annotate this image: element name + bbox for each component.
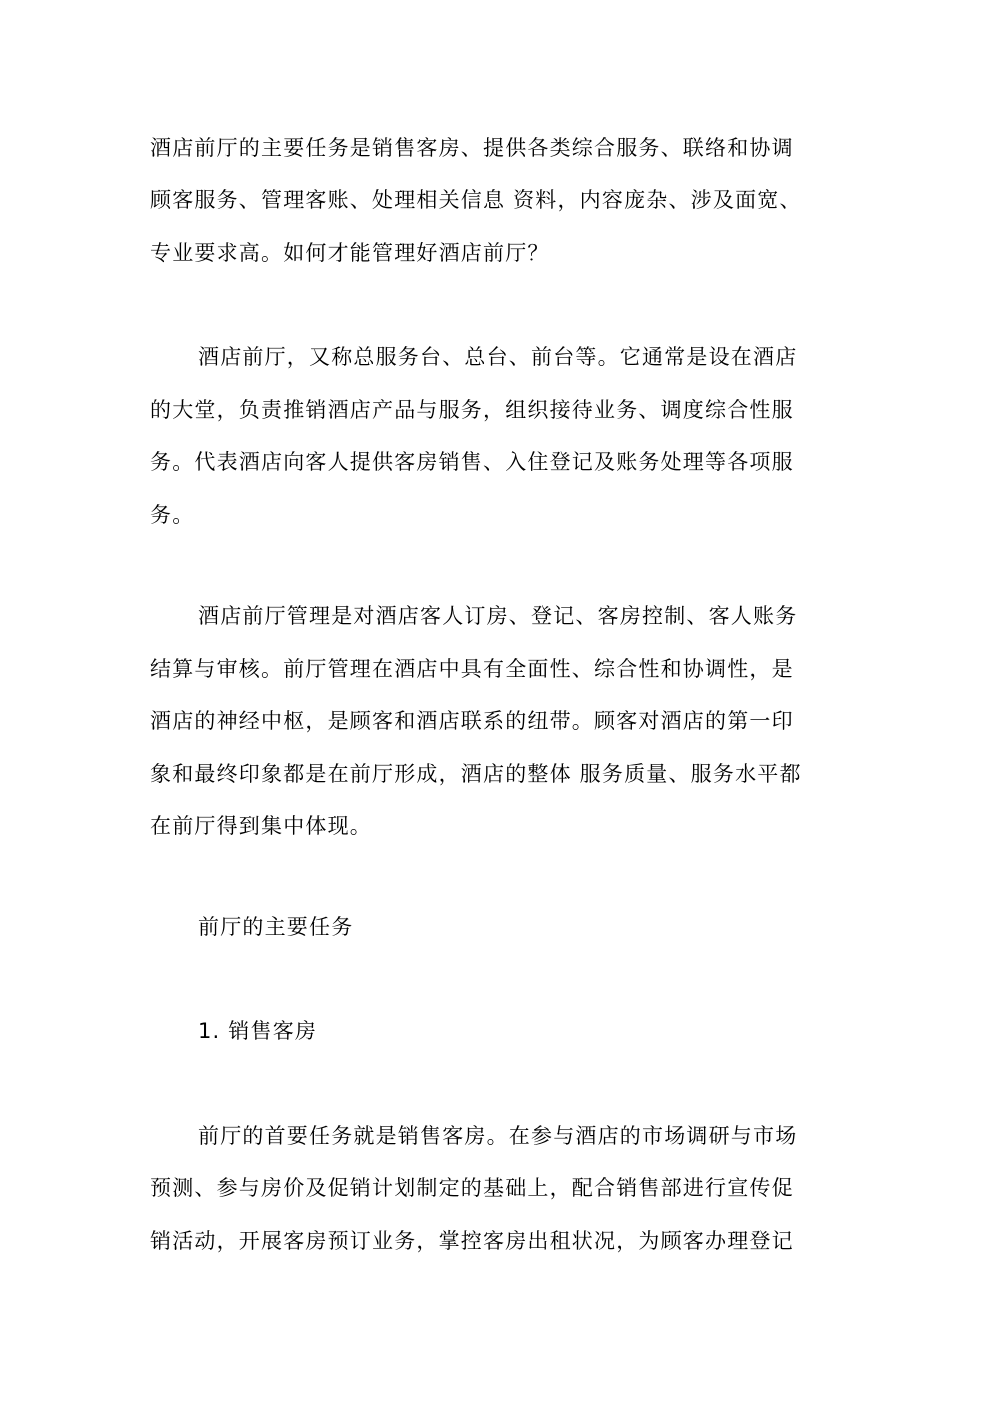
text-line: 务。 bbox=[150, 503, 195, 527]
text-line: 酒店的神经中枢，是顾客和酒店联系的纽带。顾客对酒店的第一印 bbox=[150, 709, 794, 733]
text-line: 酒店前厅，又称总服务台、总台、前台等。它通常是设在酒店 bbox=[198, 345, 798, 369]
text-line: 前厅的首要任务就是销售客房。在参与酒店的市场调研与市场 bbox=[198, 1124, 798, 1148]
list-item-heading: 1. 销售客房 bbox=[198, 1019, 318, 1043]
text-line: 专业要求高。如何才能管理好酒店前厅？ bbox=[150, 241, 550, 265]
text-line: 酒店前厅的主要任务是销售客房、提供各类综合服务、联络和协调 bbox=[150, 136, 794, 160]
text-line: 销活动，开展客房预订业务，掌控客房出租状况，为顾客办理登记 bbox=[150, 1229, 794, 1253]
text-line: 结算与审核。前厅管理在酒店中具有全面性、综合性和协调性，是 bbox=[150, 657, 794, 681]
text-line: 顾客服务、管理客账、处理相关信息 资料，内容庞杂、涉及面宽、 bbox=[150, 188, 802, 212]
text-line: 象和最终印象都是在前厅形成，酒店的整体 服务质量、服务水平都 bbox=[150, 762, 802, 786]
text-line: 在前厅得到集中体现。 bbox=[150, 814, 372, 838]
section-heading: 前厅的主要任务 bbox=[198, 915, 354, 939]
text-line: 务。代表酒店向客人提供客房销售、入住登记及账务处理等各项服 bbox=[150, 450, 794, 474]
text-line: 预测、参与房价及促销计划制定的基础上，配合销售部进行宣传促 bbox=[150, 1176, 794, 1200]
text-line: 酒店前厅管理是对酒店客人订房、登记、客房控制、客人账务 bbox=[198, 604, 798, 628]
text-line: 的大堂，负责推销酒店产品与服务，组织接待业务、调度综合性服 bbox=[150, 398, 794, 422]
